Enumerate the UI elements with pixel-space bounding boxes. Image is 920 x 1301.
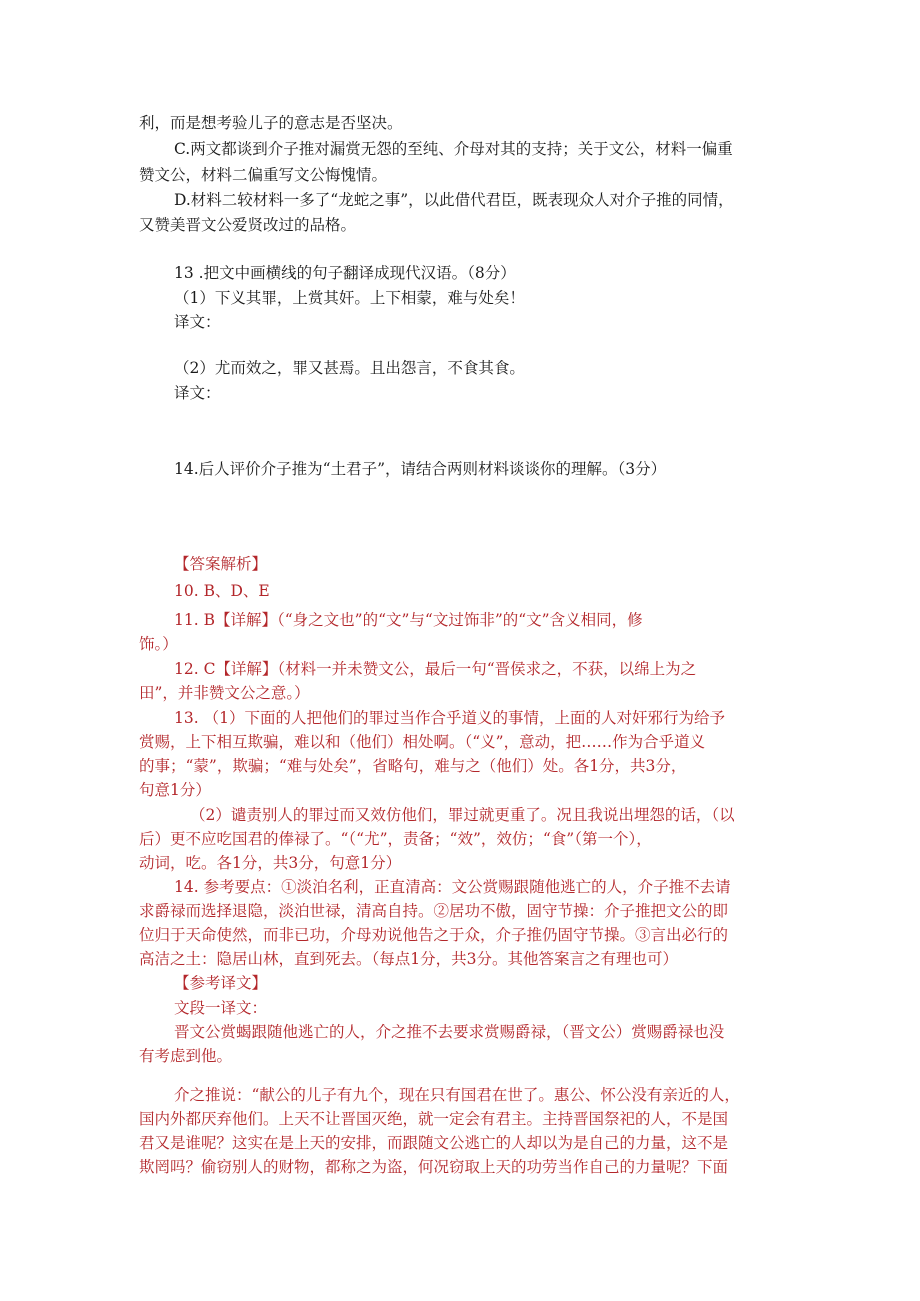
- option-d-line-2: 又赞美晋文公爱贤改过的品格。: [139, 216, 357, 234]
- answer-13-line-6: 后）更不应吃国君的俸禄了。“（“尤”，责备；“效”，效仿；“食”（第一个），: [139, 830, 652, 848]
- reference-translation-header: 【参考译文】: [174, 974, 268, 992]
- segment-1-label: 文段一译文：: [174, 999, 268, 1017]
- paragraph-2-line-4: 欺罔吗？偷窃别人的财物，都称之为盗，何况窃取上天的功劳当作自己的力量呢？下面: [139, 1158, 729, 1176]
- answer-13-line-1: 13. （1）下面的人把他们的罪过当作合乎道义的事情，上面的人对奸邪行为给予: [174, 709, 725, 727]
- option-d-line-1: D.材料二较材料一多了“龙蛇之事”，以此借代君臣，既表现众人对介子推的同情，: [174, 191, 734, 209]
- paragraph-2-line-3: 君又是谁呢？这实在是上天的安排，而跟随文公逃亡的人却以为是自己的力量，这不是: [139, 1134, 729, 1152]
- q14-title: 14.后人评价介子推为“土君子”，请结合两则材料谈谈你的理解。（3分）: [174, 460, 667, 478]
- answer-10: 10. B、D、E: [174, 582, 270, 600]
- paragraph-2-line-2: 国内外都厌弃他们。上天不让晋国灭绝，就一定会有君主。主持晋国祭祀的人，不是国: [139, 1110, 729, 1128]
- segment-1-line-1: 晋文公赏蝎跟随他逃亡的人，介之推不去要求赏赐爵禄，（晋文公）赏赐爵禄也没: [174, 1023, 725, 1041]
- answer-13-line-5: （2）谴责别人的罪过而又效仿他们，罪过就更重了。况且我说出埋怨的话，（以: [190, 806, 735, 824]
- answer-13-line-3: 的事；“蒙”，欺骗；“难与处矣”，省略句，难与之（他们）处。各1分，共3分，: [139, 757, 687, 775]
- answer-13-line-7: 动词，吃。各1分，共3分，句意1分）: [139, 854, 402, 872]
- q13-translation-label-2: 译文：: [174, 384, 221, 402]
- option-c-line-2: 赞文公，材料二偏重写文公悔愧情。: [139, 166, 388, 184]
- answer-13-line-4: 句意1分）: [139, 781, 211, 799]
- q13-translation-label-1: 译文：: [174, 313, 221, 331]
- q13-sentence-2: （2）尤而效之，罪又甚焉。且出怨言，不食其食。: [174, 359, 525, 377]
- answer-14-line-4: 高洁之土：隐居山林，直到死去。（每点1分，共3分。其他答案言之有理也可）: [139, 950, 678, 968]
- option-b-tail: 利，而是想考验儿子的意志是否坚决。: [139, 114, 403, 132]
- answer-header: 【答案解析】: [174, 555, 268, 573]
- q13-title: 13 .把文中画横线的句子翻译成现代汉语。（8分）: [174, 264, 516, 282]
- answer-14-line-3: 位归于天命使然，而非已功，介母劝说他告之于众，介子推仍固守节操。③言出必行的: [139, 926, 729, 944]
- answer-12-line-1: 12. C【详解】（材料一并未赞文公，最后一句“晋侯求之，不获，以绵上为之: [174, 660, 697, 678]
- answer-12-line-2: 田”，并非赞文公之意。）: [139, 684, 310, 702]
- option-c-line-1: C.两文都谈到介子推对漏赏无怨的至纯、介母对其的支持；关于文公，材料一偏重: [174, 140, 733, 158]
- answer-11-line-2: 饰。）: [139, 635, 178, 653]
- paragraph-2-line-1: 介之推说：“献公的儿子有九个，现在只有国君在世了。惠公、怀公没有亲近的人，: [174, 1086, 740, 1104]
- segment-1-line-2: 有考虑到他。: [139, 1047, 233, 1065]
- answer-14-line-1: 14. 参考要点：①淡泊名利，正直清高：文公赏赐跟随他逃亡的人，介子推不去请: [174, 878, 731, 896]
- q13-sentence-1: （1）下义其罪，上赏其奸。上下相蒙，难与处矣！: [174, 289, 525, 307]
- answer-14-line-2: 求爵禄而选择退隐，淡泊世禄，清高自持。②居功不傲，固守节操：介子推把文公的即: [139, 902, 729, 920]
- answer-11-line-1: 11. B【详解】（“身之文也”的“文”与“文过饰非”的“文”含义相同，修: [174, 611, 643, 629]
- answer-13-line-2: 赏赐，上下相互欺骗，难以和（他们）相处啊。（“义”，意动，把……作为合乎道义: [139, 733, 706, 751]
